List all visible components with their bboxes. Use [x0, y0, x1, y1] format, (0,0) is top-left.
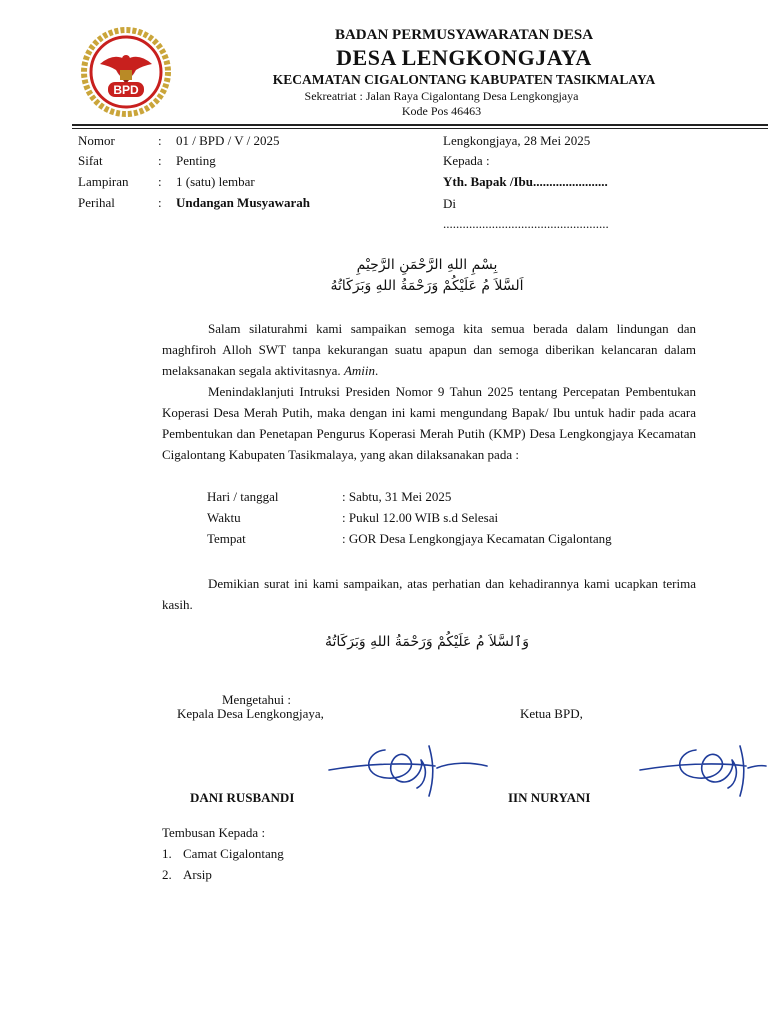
cc-item: Arsip [183, 867, 212, 882]
district-name: KECAMATAN CIGALONTANG KABUPATEN TASIKMALAYA [272, 72, 656, 87]
secretariat-address: Sekreatriat : Jalan Raya Cigalontang Desa Lengkongjaya [304, 89, 579, 103]
meta-sep: : [158, 174, 162, 189]
cc-item: Camat Cigalontang [183, 846, 284, 861]
village-head-name: DANI RUSBANDI [190, 790, 295, 805]
bpd-chair-title: Ketua BPD, [520, 706, 583, 721]
meta-sep: : [158, 153, 162, 168]
logo-text: BPD [113, 83, 139, 97]
schedule-label-date: Hari / tanggal [207, 489, 279, 504]
village-name: DESA LENGKONGJAYA [336, 45, 592, 70]
acknowledge-label: Mengetahui : [222, 692, 291, 707]
basmalah: بِسْمِ اللهِ الرَّحْمَنِ الرَّحِيْمِ [356, 257, 498, 273]
recipient-di: Di [443, 196, 456, 211]
signature-village-head [325, 740, 490, 802]
village-head-title: Kepala Desa Lengkongjaya, [177, 706, 324, 721]
recipient-label: Kepada : [443, 153, 490, 168]
meta-sep: : [158, 195, 162, 210]
meta-label-sifat: Sifat [78, 153, 103, 168]
schedule-label-place: Tempat [207, 531, 246, 546]
recipient-address-dots: ................................................... [443, 216, 609, 231]
amiin-text: Amiin [343, 363, 375, 378]
meta-value-sifat: Penting [176, 153, 216, 168]
paragraph-greeting-text: Salam silaturahmi kami sampaikan semoga kita semua berada dalam lindungan dan maghfiroh Alloh SWT tanpa kekurangan suatu apapun dan semoga diberikan kelancaran dalam melaksanakan segala aktivitasnya. [162, 321, 696, 378]
schedule-value-place: : GOR Desa Lengkongjaya Kecamatan Cigalontang [342, 531, 612, 546]
place-date: Lengkongjaya, 28 Mei 2025 [443, 133, 591, 148]
meta-label-nomor: Nomor [78, 133, 115, 148]
meta-label-perihal: Perihal [78, 195, 115, 210]
closing-paragraph: Demikian surat ini kami sampaikan, atas perhatian dan kehadirannya kami ucapkan terima kasih. [162, 576, 696, 612]
meta-label-lampiran: Lampiran [78, 174, 129, 189]
cc-item-number: 1. [162, 846, 172, 861]
meta-value-perihal: Undangan Musyawarah [176, 195, 311, 210]
header-divider-thin [72, 128, 768, 129]
signature-bpd-chair [636, 740, 768, 802]
cc-item-number: 2. [162, 867, 172, 882]
bpd-chair-name: IIN NURYANI [508, 790, 591, 805]
meta-sep: : [158, 133, 162, 148]
org-name: BADAN PERMUSYAWARATAN DESA [334, 27, 594, 43]
closing-salam: وَٱلسَّلاَ مُ عَلَيْكُمْ وَرَحْمَةُ اللهِ وَبَرَكَاتُهُ [324, 634, 530, 650]
paragraph-invitation: Menindaklanjuti Intruksi Presiden Nomor 9 Tahun 2025 tentang Percepatan Pembentukan Koperasi Desa Merah Putih, maka dengan ini kami mengundang Bapak/ Ibu untuk hadir pada acara Pembentukan dan Penetapan Pengurus Koperasi Merah Putih (KMP) Desa Lengkongjaya Kecamatan Cigalontang Kabupaten Tasikmalaya, yang akan dilaksanakan pada : [162, 384, 696, 462]
postal-code: Kode Pos 46463 [401, 104, 482, 118]
paragraph-greeting-end: . [375, 363, 379, 378]
opening-salam: اَلسَّلاَ مُ عَلَيْكُمْ وَرَحْمَةُ اللهِ وَبَرَكَاتُهُ [330, 278, 524, 294]
meta-value-lampiran: 1 (satu) lembar [176, 174, 255, 189]
recipient: Yth. Bapak /Ibu....................... [443, 174, 608, 189]
schedule-value-time: : Pukul 12.00 WIB s.d Selesai [342, 510, 499, 525]
meta-value-nomor: 01 / BPD / V / 2025 [176, 133, 280, 148]
bpd-logo [80, 26, 172, 118]
cc-title: Tembusan Kepada : [162, 825, 266, 840]
header-divider-thick [72, 124, 768, 126]
paragraph-greeting [162, 318, 696, 381]
schedule-value-date: : Sabtu, 31 Mei 2025 [342, 489, 452, 504]
schedule-label-time: Waktu [207, 510, 241, 525]
